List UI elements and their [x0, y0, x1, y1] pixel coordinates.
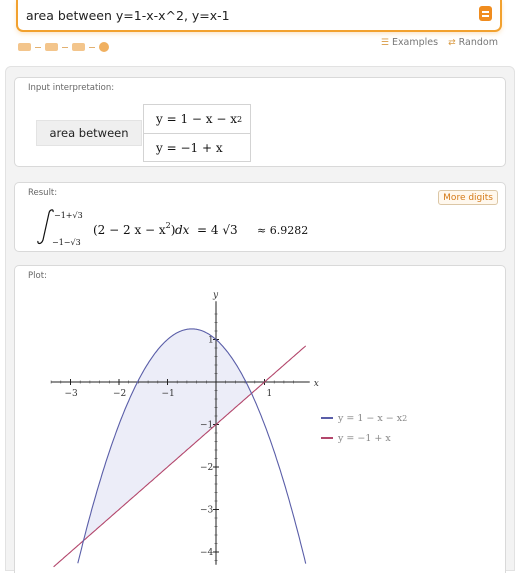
keyboard-icon[interactable]: [18, 43, 31, 51]
examples-label: Examples: [391, 37, 439, 48]
approx-result: ≈ 6.9282: [257, 224, 309, 237]
plot-legend: [321, 408, 407, 448]
y-axis-label: y: [213, 290, 219, 301]
more-digits-button[interactable]: More digits: [438, 190, 498, 205]
integral-sign-icon: [38, 210, 53, 244]
toolbar-icons: [18, 41, 113, 53]
random-link[interactable]: [448, 37, 498, 48]
shaded-area: [83, 329, 251, 541]
legend-swatch-2: [321, 437, 333, 439]
upload-icon[interactable]: [99, 42, 109, 52]
x-axis-label: x: [313, 379, 319, 389]
shuffle-icon: ⇄: [448, 37, 456, 48]
pod-title: Plot:: [28, 271, 47, 281]
pod-title: Input interpretation:: [28, 83, 115, 93]
result-pod: [14, 182, 506, 252]
camera-icon[interactable]: [45, 43, 58, 51]
upper-limit: −1+√3: [54, 211, 83, 220]
plot-pod: [14, 265, 506, 573]
y-tick-label: −3: [200, 505, 214, 516]
toolbar-separator: [62, 47, 68, 48]
x-tick-label: −2: [113, 389, 127, 399]
integrand-text: (2 − 2 x − x: [93, 223, 166, 237]
random-label: Random: [458, 37, 498, 48]
legend-item-1: [321, 408, 407, 428]
search-input[interactable]: [26, 5, 466, 25]
interpretation-label: area between: [36, 120, 142, 146]
plot-chart: [15, 266, 319, 571]
lower-limit: −1−√3: [52, 238, 81, 247]
legend-label-1: y = 1 − x − x: [338, 412, 403, 424]
search-box: [16, 0, 502, 32]
integrand-close: ): [170, 223, 176, 237]
integral-formula: [33, 207, 333, 247]
legend-label-2: y = −1 + x: [338, 432, 391, 444]
toolbar-separator: [35, 47, 41, 48]
y-tick-label: −1: [200, 420, 214, 431]
integrand-exponent: 2: [165, 221, 171, 230]
x-tick-label: −1: [161, 389, 175, 399]
toolbar-separator: [89, 47, 95, 48]
examples-link[interactable]: [381, 37, 438, 48]
input-interpretation-pod: [14, 77, 506, 167]
y-tick-label: −4: [200, 548, 214, 558]
equation-1: [144, 105, 250, 133]
x-tick-label: 1: [266, 389, 273, 399]
integrand: [93, 221, 175, 237]
legend-exponent-1: 2: [402, 413, 408, 423]
equation-2-text: y = −1 + x: [156, 140, 223, 155]
equation-2: [144, 133, 250, 161]
exact-result: = 4 √3: [197, 223, 238, 237]
list-icon: ☰: [380, 37, 389, 48]
legend-swatch-1: [321, 417, 333, 419]
y-tick-label: 1: [208, 335, 214, 346]
x-tick-label: −3: [64, 389, 78, 399]
differential: dx: [175, 223, 190, 237]
interpretation-table: [143, 104, 251, 162]
equation-1-text: y = 1 − x − x: [156, 112, 237, 126]
y-tick-label: −2: [200, 463, 214, 473]
equation-1-exponent: 2: [237, 114, 243, 124]
pod-title: Result:: [28, 188, 58, 198]
top-bar: [0, 0, 518, 58]
results-panel: [5, 66, 515, 571]
legend-item-2: [321, 428, 407, 448]
grid-icon[interactable]: [72, 43, 85, 51]
top-links: [371, 37, 498, 48]
equals-icon[interactable]: [479, 6, 492, 21]
